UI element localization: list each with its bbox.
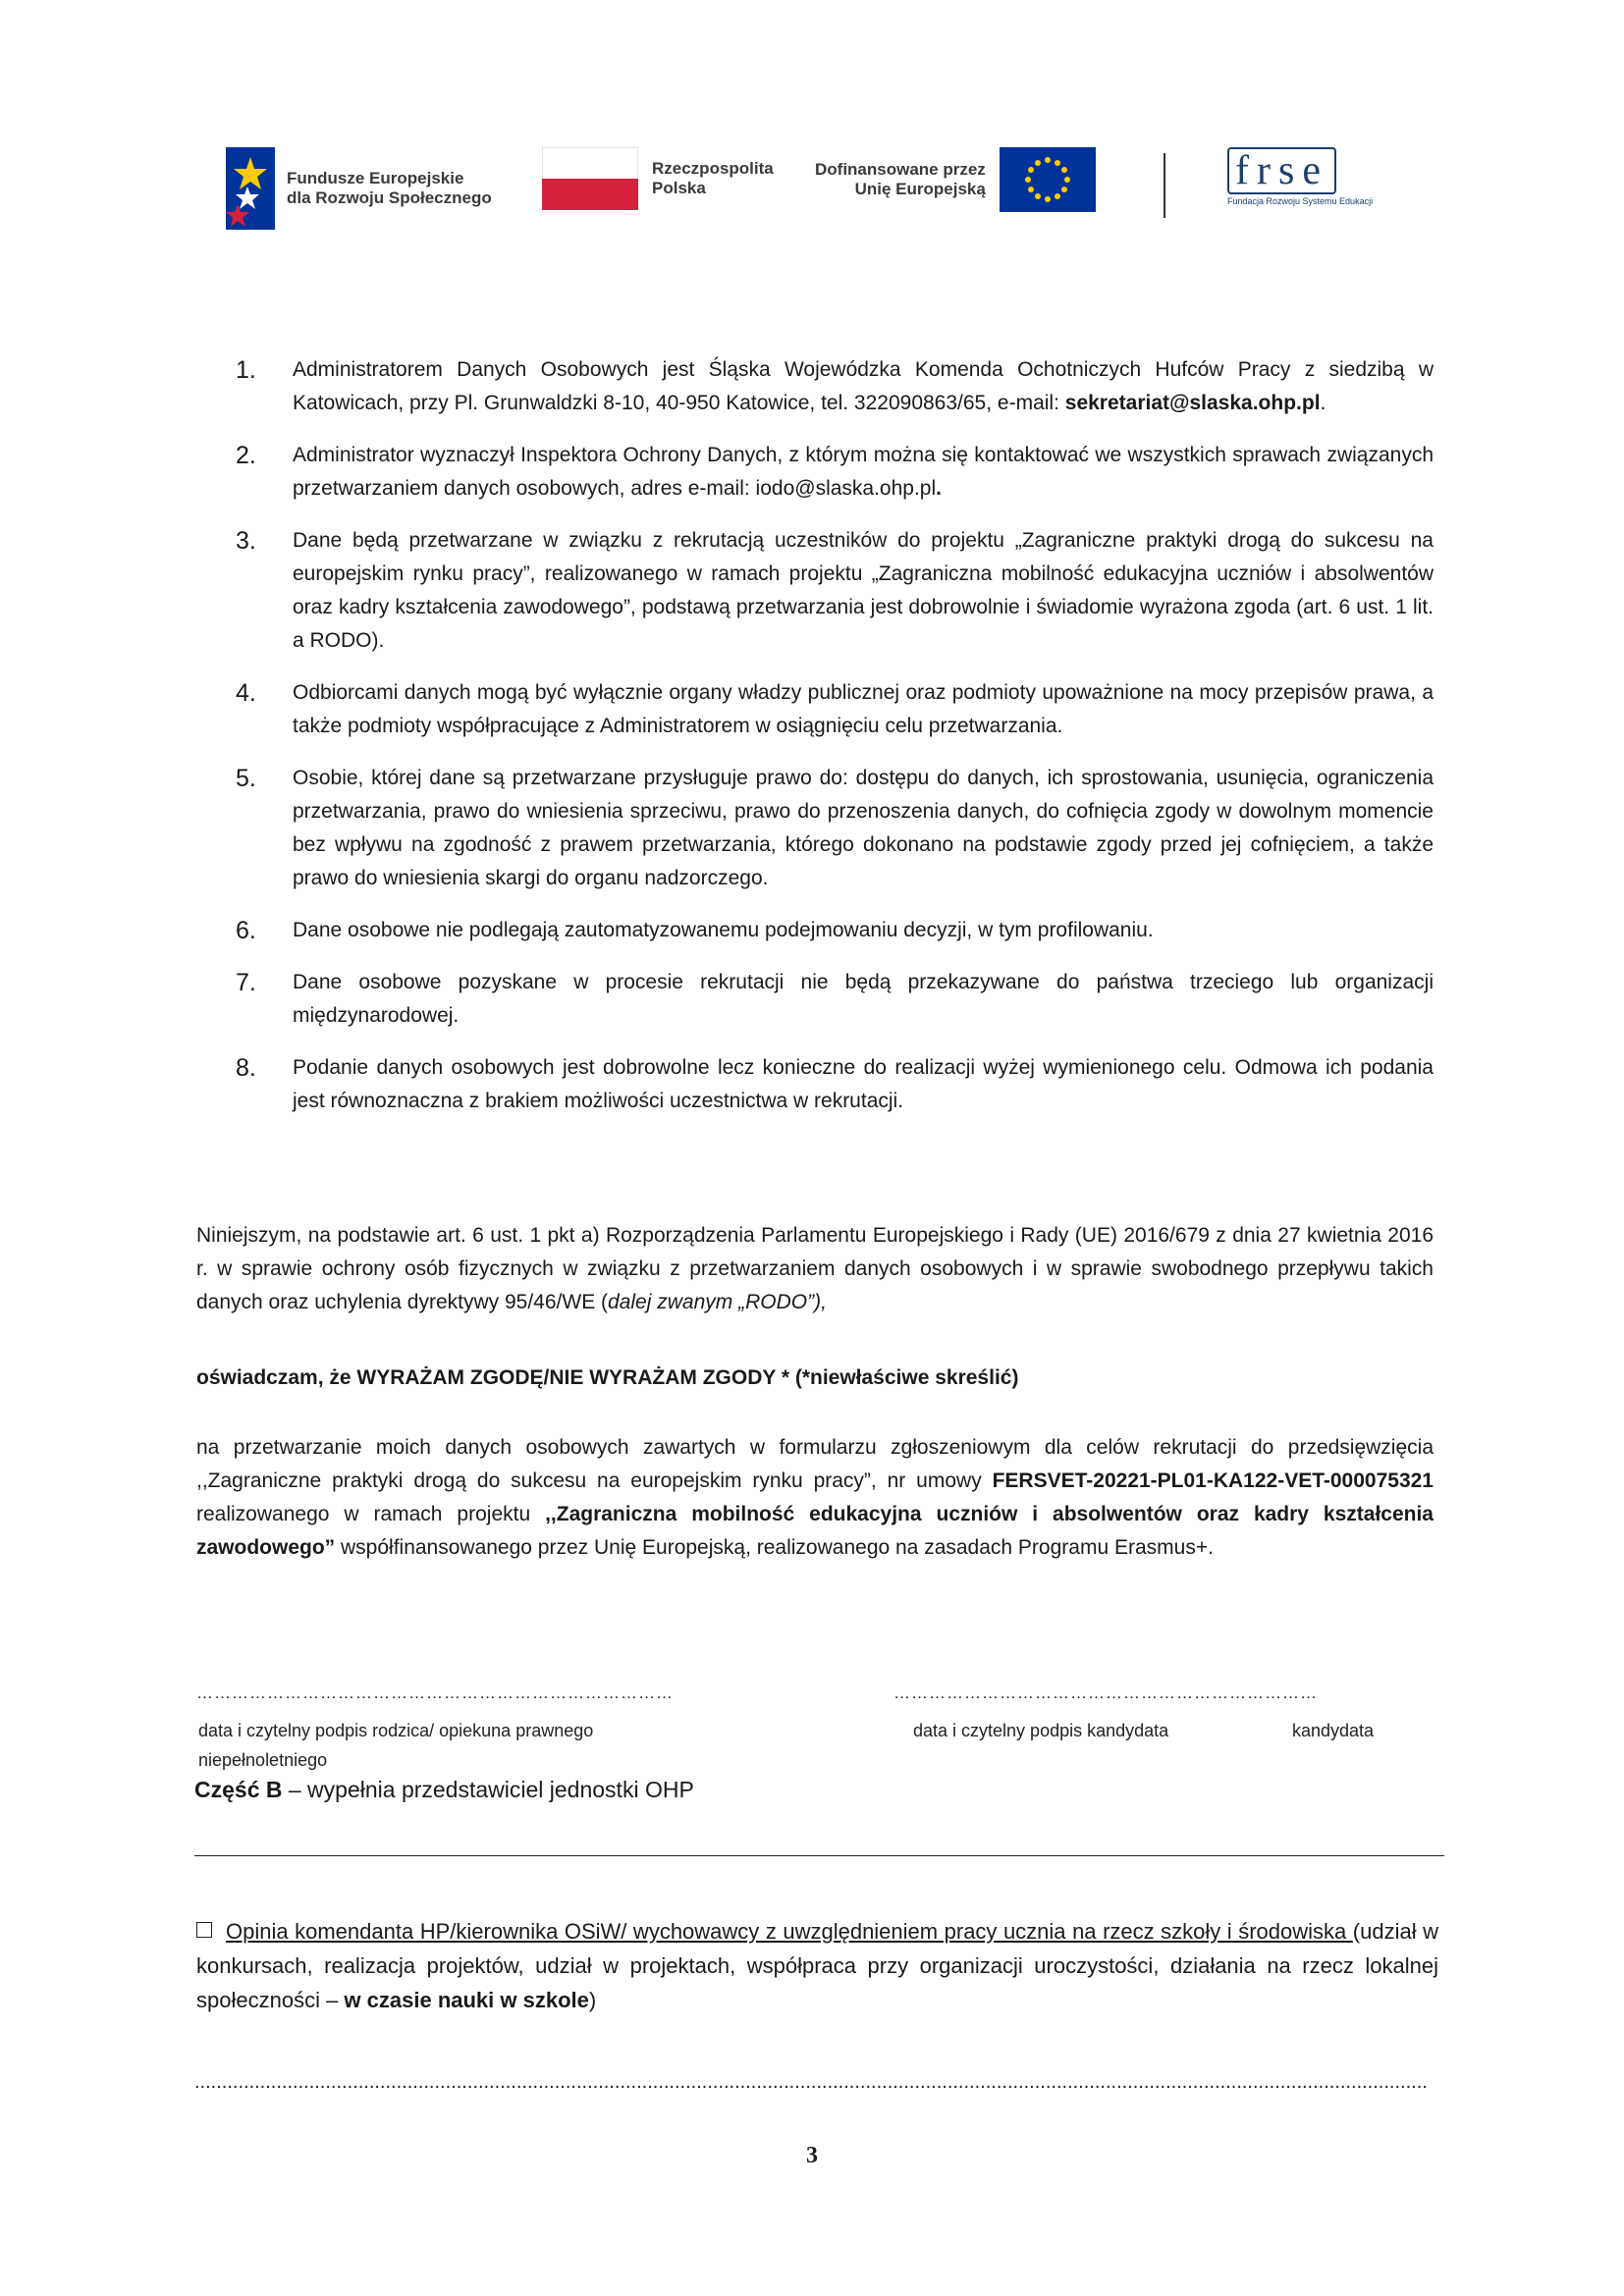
fe-stars-icon — [226, 147, 275, 230]
clause-2 — [236, 439, 1434, 506]
opinion-close: ) — [588, 1988, 597, 2012]
candidate-extra-label: kandydata — [1292, 1721, 1375, 1740]
clause-text: Podanie danych osobowych jest dobrowolne lecz konieczne do realizacji wyżej wymienionego celu. Odmowa ich podania jest równoznaczna z brakiem możliwości uczestnictwa w rekrutacji. — [293, 1056, 1434, 1112]
clause-punct: . — [1320, 392, 1326, 414]
clause-text: Administrator wyznaczył Inspektora Ochrony Danych, z którym można się kontaktować we wszystkich sprawach związanych przetwarzaniem danych osobowych, adres e-mail: iodo@slaska.ohp.pl — [293, 444, 1434, 500]
gdpr-clauses — [236, 353, 1434, 1137]
polish-flag-icon — [542, 147, 638, 210]
legal-basis — [196, 1219, 1434, 1319]
clause-text: Dane osobowe nie podlegają zautomatyzowanemu podejmowaniu decyzji, w tym profilowaniu. — [293, 919, 1154, 941]
opinion-section — [196, 1914, 1438, 2017]
parent-signature-line: ……………………………………………………………………… — [196, 1683, 674, 1702]
rp-logo — [542, 147, 774, 210]
clause-7 — [236, 966, 1434, 1033]
eu-logo — [815, 147, 1096, 212]
clause-3 — [236, 524, 1434, 658]
clause-number: 8. — [236, 1054, 256, 1082]
eu-flag-icon — [1000, 147, 1096, 212]
parent-signature-label — [198, 1716, 593, 1775]
clause-text: Osobie, której dane są przetwarzane przysługuje prawo do: dostępu do danych, ich sprostowania, usunięcia, ograniczenia przetwarzania, prawo do wniesienia sprzeciwu, prawo do przenoszenia danych, do cofnięcia zgody w dowolnym momencie bez wpływu na zgodność z prawem przetwarzania, którego dokonano na podstawie zgody przed jej cofnięciem, a także prawo do wniesienia skargi do organu nadzorczego. — [293, 767, 1434, 889]
part-b-text: – wypełnia przedstawiciel jednostki OHP — [282, 1777, 694, 1802]
frse-logo — [1227, 147, 1373, 206]
declaration: oświadczam, że WYRAŻAM ZGODĘ/NIE WYRAŻAM ZGODY * (*niewłaściwe skreślić) — [196, 1366, 1019, 1389]
clause-number: 2. — [236, 442, 256, 469]
clause-number: 7. — [236, 969, 256, 996]
candidate-signature-line: ……………………………………………………………… — [893, 1683, 1318, 1702]
frse-caption: Fundacja Rozwoju Systemu Edukacji — [1227, 196, 1374, 206]
contract-number: FERSVET-20221-PL01-KA122-VET-000075321 — [992, 1469, 1434, 1492]
candidate-signature-label: data i czytelny podpis kandydata — [913, 1721, 1169, 1740]
clause-text: Dane osobowe pozyskane w procesie rekrutacji nie będą przekazywane do państwa trzeciego lub organizacji międzynarodowej. — [293, 971, 1434, 1027]
clause-email: sekretariat@slaska.ohp.pl — [1064, 392, 1321, 414]
opinion-bold: w czasie nauki w szkole — [344, 1988, 589, 2012]
parent-label-line2: niepełnoletniego — [198, 1750, 328, 1770]
checkbox[interactable] — [196, 1922, 212, 1938]
clause-4 — [236, 676, 1434, 743]
clause-number: 4. — [236, 679, 256, 707]
logo-divider — [1164, 153, 1165, 218]
clause-6 — [236, 914, 1434, 947]
clause-5 — [236, 762, 1434, 895]
rp-title: Rzeczpospolita — [652, 159, 774, 178]
frse-wordmark — [1227, 147, 1336, 194]
fe-logo — [226, 147, 492, 230]
consent-text: realizowanego w ramach projektu — [196, 1503, 546, 1525]
fe-title: Fundusze Europejskie — [287, 169, 464, 187]
section-divider — [194, 1855, 1444, 1856]
clause-8 — [236, 1051, 1434, 1118]
opinion-answer-line: .................................................................................................................................................................................................................................. — [194, 2071, 1428, 2093]
opinion-title: Opinia komendanta HP/kierownika OSiW/ wychowawcy z uwzględnieniem pracy ucznia na rzecz szkoły i środowiska — [226, 1919, 1353, 1944]
clause-1 — [236, 353, 1434, 420]
eu-subtitle: Unię Europejską — [854, 180, 986, 198]
parent-label-line1: data i czytelny podpis rodzica/ opiekuna prawnego — [198, 1721, 594, 1740]
eu-title: Dofinansowane przez — [815, 160, 986, 179]
logo-header — [226, 147, 1414, 236]
consent-text: współfinansowanego przez Unię Europejską, realizowanego na zasadach Programu Erasmus+. — [335, 1536, 1214, 1559]
fe-subtitle: dla Rozwoju Społecznego — [287, 188, 492, 207]
legal-italic: dalej zwanym „RODO”), — [608, 1291, 827, 1313]
clause-punct: . — [936, 477, 942, 500]
legal-text: Niniejszym, na podstawie art. 6 ust. 1 pkt a) Rozporządzenia Parlamentu Europejskiego i Rady (UE) 2016/679 z dnia 27 kwietnia 2016 r. w sprawie ochrony osób fizycznych w związku z przetwarzaniem danych osobowych i w sprawie swobodnego przepływu takich danych oraz uchylenia dyrektywy 95/46/WE ( — [196, 1224, 1434, 1313]
page-number: 3 — [806, 2143, 818, 2168]
consent-text: na przetwarzanie moich danych osobowych zawartych w formularzu zgłoszeniowym dla celów rekrutacji do przedsięwzięcia ,,Zagraniczne praktyki drogą do sukcesu na europejskim rynku pracy”, nr umowy — [196, 1436, 1434, 1492]
clause-number: 5. — [236, 765, 256, 792]
clause-text: Administratorem Danych Osobowych jest Śląska Wojewódzka Komenda Ochotniczych Hufców Pracy z siedzibą w Katowicach, przy Pl. Grunwaldzki 8-10, 40-950 Katowice, tel. 322090863/65, e-mail: — [293, 358, 1434, 414]
clause-number: 3. — [236, 527, 256, 555]
part-b-label: Część B — [194, 1777, 283, 1802]
project-name: ,,Zagraniczna mobilność edukacyjna uczniów i absolwentów oraz kadry kształcenia zawodowego” — [196, 1503, 1434, 1559]
clause-number: 1. — [236, 356, 256, 384]
consent-paragraph — [196, 1431, 1434, 1565]
clause-text: Dane będą przetwarzane w związku z rekrutacją uczestników do projektu „Zagraniczne praktyki drogą do sukcesu na europejskim rynku pracy”, realizowanego w ramach projektu „Zagraniczna mobilność edukacyjna uczniów i absolwentów oraz kadry kształcenia zawodowego”, podstawą przetwarzania jest dobrowolnie i świadomie wyrażona zgoda (art. 6 ust. 1 lit. a RODO). — [293, 529, 1434, 652]
part-b-heading — [194, 1777, 694, 1803]
clause-text: Odbiorcami danych mogą być wyłącznie organy władzy publicznej oraz podmioty upoważnione na mocy przepisów prawa, a także podmioty współpracujące z Administratorem w osiągnięciu celu przetwarzania. — [293, 681, 1434, 737]
rp-subtitle: Polska — [652, 179, 706, 197]
frse-letters: frse — [1227, 147, 1336, 194]
opinion-text: (udział w konkursach, realizacja projektów, udział w projektach, współpraca przy organizacji uroczystości, działania na rzecz lokalnej społeczności – — [196, 1919, 1439, 2012]
clause-number: 6. — [236, 917, 256, 944]
